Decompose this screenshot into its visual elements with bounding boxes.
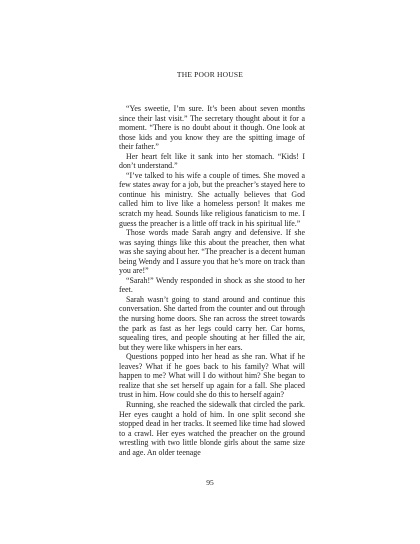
paragraph: Sarah wasn’t going to stand around and continue this conversation. She darted from the counter and out through the nursing home doors. She ran across the street towards the park as fast as her legs could carry her. Car horns, squealing tires, and people shouting at her filled the air, but they were like whispers in her ears. xyxy=(119,294,305,352)
paragraph: Her heart felt like it sank into her stomach. “Kids! I don’t understand.” xyxy=(119,151,305,171)
paragraph: “Yes sweetie, I’m sure. It’s been about seven months since their last visit.” The secretary thought about it for a moment. “There is no doubt about it though. One look at those kids and you know they are the spitting image of their father.” xyxy=(119,104,305,152)
running-head: THE POOR HOUSE xyxy=(176,70,244,79)
paragraph: “Sarah!” Wendy responded in shock as she stood to her feet. xyxy=(119,275,305,295)
paragraph: “I’ve talked to his wife a couple of times. She moved a few states away for a job, but the preacher’s stayed here to continue his ministry. She actually believes that God called him to live like a homeless person! It makes me scratch my head. Sounds like religious fanaticism to me. I guess the preacher is a little off track in his spiritual life.” xyxy=(119,170,305,228)
page-number: 95 xyxy=(206,478,214,487)
body-text xyxy=(119,104,305,457)
paragraph: Questions popped into her head as she ran. What if he leaves? What if he goes back to his family? What will happen to me? What will I do without him? She began to realize that she set herself up again for a fall. She placed trust in him. How could she do this to herself again? xyxy=(119,352,305,400)
paragraph: Those words made Sarah angry and defensive. If she was saying things like this about the preacher, then what was she saying about her. “The preacher is a decent human being Wendy and I assure you that he’s more on track than you are!” xyxy=(119,228,306,276)
paragraph: Running, she reached the sidewalk that circled the park. Her eyes caught a hold of him. In one split second she stopped dead in her tracks. It seemed like time had slowed to a crawl. Her eyes watched the preacher on the ground wrestling with two little blonde girls about the same size and age. An older teenage xyxy=(119,399,305,457)
